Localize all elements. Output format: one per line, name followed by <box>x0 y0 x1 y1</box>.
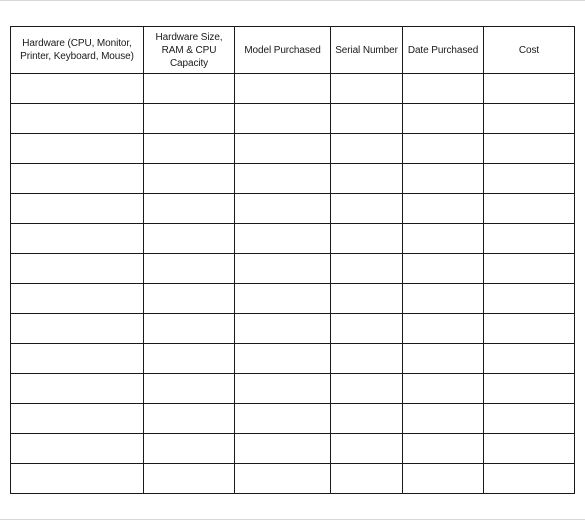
hardware-size-cell <box>144 74 235 104</box>
table-row <box>11 464 575 494</box>
table-row <box>11 284 575 314</box>
date-purchased-cell <box>403 434 484 464</box>
hardware-size-cell <box>144 464 235 494</box>
cost-cell <box>484 434 575 464</box>
model-cell <box>235 374 331 404</box>
table-row <box>11 254 575 284</box>
hardware-size-cell <box>144 404 235 434</box>
hardware-size-cell <box>144 314 235 344</box>
table-row <box>11 164 575 194</box>
model-cell <box>235 164 331 194</box>
serial-number-cell <box>331 194 403 224</box>
hardware-size-cell <box>144 194 235 224</box>
serial-number-cell <box>331 374 403 404</box>
serial-number-cell <box>331 104 403 134</box>
column-header-hardware-size: Hardware Size, RAM & CPU Capacity <box>144 27 235 74</box>
date-purchased-cell <box>403 314 484 344</box>
cost-cell <box>484 104 575 134</box>
cost-cell <box>484 404 575 434</box>
hardware-size-cell <box>144 374 235 404</box>
column-header-hardware: Hardware (CPU, Monitor, Printer, Keyboard, Mouse) <box>11 27 144 74</box>
serial-number-cell <box>331 434 403 464</box>
date-purchased-cell <box>403 404 484 434</box>
hardware-cell <box>11 194 144 224</box>
table-row <box>11 104 575 134</box>
serial-number-cell <box>331 164 403 194</box>
model-cell <box>235 464 331 494</box>
model-cell <box>235 104 331 134</box>
model-cell <box>235 224 331 254</box>
model-cell <box>235 344 331 374</box>
serial-number-cell <box>331 74 403 104</box>
serial-number-cell <box>331 314 403 344</box>
cost-cell <box>484 314 575 344</box>
hardware-size-cell <box>144 104 235 134</box>
cost-cell <box>484 374 575 404</box>
hardware-size-cell <box>144 164 235 194</box>
serial-number-cell <box>331 344 403 374</box>
date-purchased-cell <box>403 374 484 404</box>
cost-cell <box>484 134 575 164</box>
date-purchased-cell <box>403 254 484 284</box>
serial-number-cell <box>331 404 403 434</box>
cost-cell <box>484 464 575 494</box>
date-purchased-cell <box>403 464 484 494</box>
hardware-size-cell <box>144 434 235 464</box>
hardware-cell <box>11 434 144 464</box>
hardware-cell <box>11 134 144 164</box>
table-row <box>11 404 575 434</box>
header-row <box>11 27 575 74</box>
date-purchased-cell <box>403 134 484 164</box>
hardware-size-cell <box>144 134 235 164</box>
date-purchased-cell <box>403 74 484 104</box>
model-cell <box>235 314 331 344</box>
hardware-cell <box>11 374 144 404</box>
cost-cell <box>484 194 575 224</box>
cost-cell <box>484 224 575 254</box>
hardware-cell <box>11 254 144 284</box>
table-row <box>11 344 575 374</box>
cost-cell <box>484 254 575 284</box>
hardware-cell <box>11 224 144 254</box>
date-purchased-cell <box>403 224 484 254</box>
table-row <box>11 434 575 464</box>
serial-number-cell <box>331 224 403 254</box>
hardware-cell <box>11 314 144 344</box>
hardware-size-cell <box>144 344 235 374</box>
model-cell <box>235 134 331 164</box>
hardware-size-cell <box>144 284 235 314</box>
column-header-cost: Cost <box>484 27 575 74</box>
hardware-size-cell <box>144 254 235 284</box>
table-row <box>11 224 575 254</box>
table-row <box>11 194 575 224</box>
column-header-date-purchased: Date Purchased <box>403 27 484 74</box>
model-cell <box>235 434 331 464</box>
cost-cell <box>484 164 575 194</box>
date-purchased-cell <box>403 344 484 374</box>
serial-number-cell <box>331 254 403 284</box>
column-header-serial-number: Serial Number <box>331 27 403 74</box>
table-row <box>11 374 575 404</box>
hardware-cell <box>11 164 144 194</box>
serial-number-cell <box>331 284 403 314</box>
serial-number-cell <box>331 464 403 494</box>
table-row <box>11 74 575 104</box>
date-purchased-cell <box>403 104 484 134</box>
date-purchased-cell <box>403 164 484 194</box>
table-header <box>11 27 575 74</box>
table-row <box>11 314 575 344</box>
cost-cell <box>484 284 575 314</box>
cost-cell <box>484 74 575 104</box>
date-purchased-cell <box>403 194 484 224</box>
model-cell <box>235 254 331 284</box>
hardware-cell <box>11 104 144 134</box>
model-cell <box>235 194 331 224</box>
date-purchased-cell <box>403 284 484 314</box>
hardware-cell <box>11 464 144 494</box>
serial-number-cell <box>331 134 403 164</box>
cost-cell <box>484 344 575 374</box>
hardware-cell <box>11 404 144 434</box>
table-body <box>11 74 575 494</box>
hardware-cell <box>11 74 144 104</box>
hardware-cell <box>11 344 144 374</box>
hardware-inventory-table <box>10 26 575 494</box>
column-header-model: Model Purchased <box>235 27 331 74</box>
table-row <box>11 134 575 164</box>
hardware-cell <box>11 284 144 314</box>
model-cell <box>235 74 331 104</box>
model-cell <box>235 284 331 314</box>
hardware-size-cell <box>144 224 235 254</box>
model-cell <box>235 404 331 434</box>
